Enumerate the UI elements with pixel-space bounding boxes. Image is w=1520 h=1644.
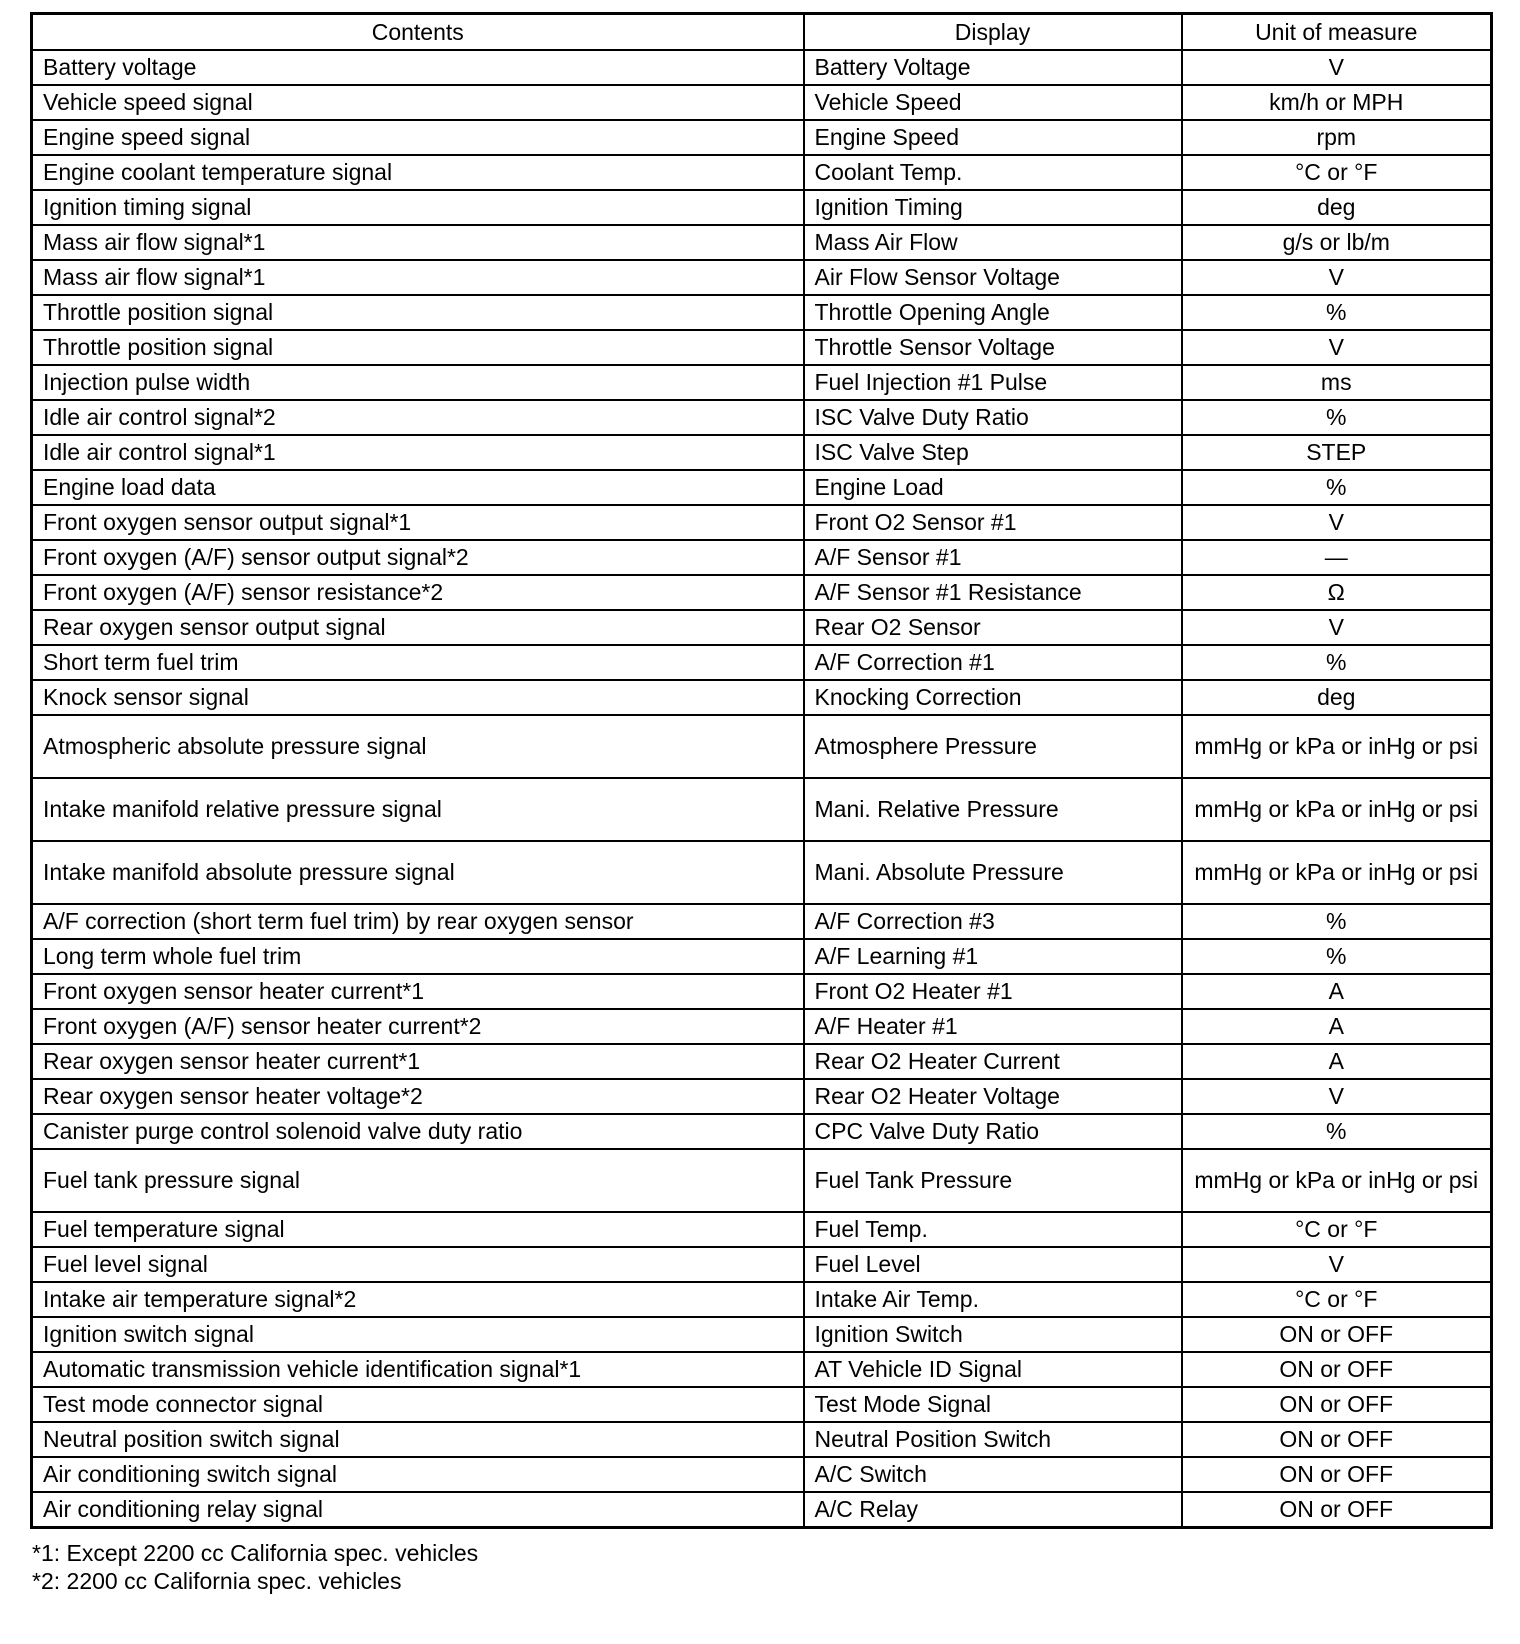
cell-unit: deg	[1182, 190, 1492, 225]
cell-contents: Throttle position signal	[32, 330, 804, 365]
cell-unit: mmHg or kPa or inHg or psi	[1182, 715, 1492, 778]
cell-unit: %	[1182, 295, 1492, 330]
cell-unit: A	[1182, 1044, 1492, 1079]
cell-unit: %	[1182, 904, 1492, 939]
cell-display: Atmosphere Pressure	[804, 715, 1182, 778]
cell-display: Mani. Relative Pressure	[804, 778, 1182, 841]
cell-display: Fuel Injection #1 Pulse	[804, 365, 1182, 400]
table-row	[32, 400, 1492, 435]
cell-unit: deg	[1182, 680, 1492, 715]
cell-contents: Short term fuel trim	[32, 645, 804, 680]
table-row	[32, 365, 1492, 400]
cell-display: Throttle Sensor Voltage	[804, 330, 1182, 365]
cell-contents: Battery voltage	[32, 50, 804, 85]
cell-unit: ms	[1182, 365, 1492, 400]
table-row	[32, 680, 1492, 715]
table-row	[32, 470, 1492, 505]
cell-display: A/F Learning #1	[804, 939, 1182, 974]
cell-display: A/F Sensor #1	[804, 540, 1182, 575]
cell-display: Rear O2 Heater Current	[804, 1044, 1182, 1079]
cell-unit: V	[1182, 260, 1492, 295]
cell-unit: ON or OFF	[1182, 1492, 1492, 1528]
cell-display: ISC Valve Duty Ratio	[804, 400, 1182, 435]
cell-unit: V	[1182, 1079, 1492, 1114]
cell-contents: Neutral position switch signal	[32, 1422, 804, 1457]
cell-display: Neutral Position Switch	[804, 1422, 1182, 1457]
footnotes	[30, 1539, 1490, 1595]
table-row	[32, 1212, 1492, 1247]
cell-unit: STEP	[1182, 435, 1492, 470]
table-row	[32, 1009, 1492, 1044]
cell-display: Front O2 Sensor #1	[804, 505, 1182, 540]
cell-display: A/C Switch	[804, 1457, 1182, 1492]
cell-contents: Front oxygen (A/F) sensor output signal*2	[32, 540, 804, 575]
table-row	[32, 1079, 1492, 1114]
table-row	[32, 610, 1492, 645]
cell-unit: A	[1182, 1009, 1492, 1044]
cell-display: Fuel Tank Pressure	[804, 1149, 1182, 1212]
cell-contents: Intake air temperature signal*2	[32, 1282, 804, 1317]
cell-contents: Air conditioning switch signal	[32, 1457, 804, 1492]
cell-display: Battery Voltage	[804, 50, 1182, 85]
cell-display: Rear O2 Sensor	[804, 610, 1182, 645]
table-header-row	[32, 14, 1492, 51]
table-row	[32, 939, 1492, 974]
cell-display: A/F Correction #3	[804, 904, 1182, 939]
cell-unit: V	[1182, 1247, 1492, 1282]
cell-display: Intake Air Temp.	[804, 1282, 1182, 1317]
table-row	[32, 190, 1492, 225]
cell-unit: V	[1182, 610, 1492, 645]
cell-contents: Ignition timing signal	[32, 190, 804, 225]
table-row	[32, 540, 1492, 575]
cell-unit: mmHg or kPa or inHg or psi	[1182, 841, 1492, 904]
cell-display: Engine Speed	[804, 120, 1182, 155]
cell-contents: Intake manifold relative pressure signal	[32, 778, 804, 841]
cell-unit: %	[1182, 1114, 1492, 1149]
cell-unit: ON or OFF	[1182, 1317, 1492, 1352]
cell-unit: g/s or lb/m	[1182, 225, 1492, 260]
cell-contents: Rear oxygen sensor output signal	[32, 610, 804, 645]
cell-contents: Automatic transmission vehicle identification signal*1	[32, 1352, 804, 1387]
cell-contents: Long term whole fuel trim	[32, 939, 804, 974]
cell-contents: Vehicle speed signal	[32, 85, 804, 120]
cell-display: CPC Valve Duty Ratio	[804, 1114, 1182, 1149]
cell-unit: ON or OFF	[1182, 1422, 1492, 1457]
table-row	[32, 1457, 1492, 1492]
cell-contents: Ignition switch signal	[32, 1317, 804, 1352]
table-row	[32, 505, 1492, 540]
cell-display: Throttle Opening Angle	[804, 295, 1182, 330]
cell-contents: Idle air control signal*2	[32, 400, 804, 435]
header-unit: Unit of measure	[1182, 14, 1492, 51]
cell-contents: Front oxygen (A/F) sensor resistance*2	[32, 575, 804, 610]
cell-display: ISC Valve Step	[804, 435, 1182, 470]
cell-unit: %	[1182, 470, 1492, 505]
cell-contents: Knock sensor signal	[32, 680, 804, 715]
cell-display: A/F Correction #1	[804, 645, 1182, 680]
parameter-table	[30, 12, 1493, 1529]
cell-contents: A/F correction (short term fuel trim) by rear oxygen sensor	[32, 904, 804, 939]
cell-unit: ON or OFF	[1182, 1457, 1492, 1492]
table-row	[32, 435, 1492, 470]
table-row	[32, 1387, 1492, 1422]
cell-unit: ON or OFF	[1182, 1387, 1492, 1422]
cell-display: Air Flow Sensor Voltage	[804, 260, 1182, 295]
cell-unit: °C or °F	[1182, 1212, 1492, 1247]
cell-contents: Mass air flow signal*1	[32, 260, 804, 295]
table-row	[32, 260, 1492, 295]
cell-display: A/F Heater #1	[804, 1009, 1182, 1044]
cell-display: Test Mode Signal	[804, 1387, 1182, 1422]
table-row	[32, 330, 1492, 365]
table-row	[32, 1114, 1492, 1149]
table-row	[32, 155, 1492, 190]
table-row	[32, 295, 1492, 330]
cell-unit: ON or OFF	[1182, 1352, 1492, 1387]
table-row	[32, 225, 1492, 260]
cell-display: Fuel Temp.	[804, 1212, 1182, 1247]
table-row	[32, 120, 1492, 155]
cell-unit: V	[1182, 330, 1492, 365]
header-contents: Contents	[32, 14, 804, 51]
cell-contents: Throttle position signal	[32, 295, 804, 330]
table-row	[32, 974, 1492, 1009]
cell-display: AT Vehicle ID Signal	[804, 1352, 1182, 1387]
table-row	[32, 841, 1492, 904]
cell-unit: Ω	[1182, 575, 1492, 610]
cell-contents: Fuel tank pressure signal	[32, 1149, 804, 1212]
cell-display: A/C Relay	[804, 1492, 1182, 1528]
table-row	[32, 50, 1492, 85]
table-row	[32, 904, 1492, 939]
cell-display: Coolant Temp.	[804, 155, 1182, 190]
cell-contents: Intake manifold absolute pressure signal	[32, 841, 804, 904]
data-table-document	[30, 12, 1490, 1595]
table-row	[32, 1492, 1492, 1528]
cell-unit: °C or °F	[1182, 155, 1492, 190]
cell-display: Knocking Correction	[804, 680, 1182, 715]
table-row	[32, 1422, 1492, 1457]
cell-contents: Engine load data	[32, 470, 804, 505]
cell-display: Mani. Absolute Pressure	[804, 841, 1182, 904]
cell-unit: %	[1182, 939, 1492, 974]
cell-unit: °C or °F	[1182, 1282, 1492, 1317]
footnote-1: *1: Except 2200 cc California spec. vehicles	[32, 1540, 479, 1566]
cell-contents: Atmospheric absolute pressure signal	[32, 715, 804, 778]
cell-display: Engine Load	[804, 470, 1182, 505]
table-row	[32, 1282, 1492, 1317]
cell-contents: Front oxygen sensor heater current*1	[32, 974, 804, 1009]
cell-display: Ignition Switch	[804, 1317, 1182, 1352]
cell-contents: Engine speed signal	[32, 120, 804, 155]
table-row	[32, 1352, 1492, 1387]
cell-unit: rpm	[1182, 120, 1492, 155]
cell-contents: Injection pulse width	[32, 365, 804, 400]
cell-display: Fuel Level	[804, 1247, 1182, 1282]
table-row	[32, 715, 1492, 778]
cell-contents: Fuel level signal	[32, 1247, 804, 1282]
table-row	[32, 645, 1492, 680]
cell-unit: km/h or MPH	[1182, 85, 1492, 120]
cell-contents: Front oxygen (A/F) sensor heater current*2	[32, 1009, 804, 1044]
cell-contents: Mass air flow signal*1	[32, 225, 804, 260]
cell-display: Front O2 Heater #1	[804, 974, 1182, 1009]
table-row	[32, 1149, 1492, 1212]
cell-contents: Test mode connector signal	[32, 1387, 804, 1422]
header-display: Display	[804, 14, 1182, 51]
table-row	[32, 1044, 1492, 1079]
cell-contents: Air conditioning relay signal	[32, 1492, 804, 1528]
cell-unit: V	[1182, 505, 1492, 540]
cell-display: Rear O2 Heater Voltage	[804, 1079, 1182, 1114]
cell-unit: V	[1182, 50, 1492, 85]
cell-contents: Rear oxygen sensor heater current*1	[32, 1044, 804, 1079]
cell-unit: %	[1182, 645, 1492, 680]
cell-contents: Engine coolant temperature signal	[32, 155, 804, 190]
cell-unit: %	[1182, 400, 1492, 435]
cell-contents: Front oxygen sensor output signal*1	[32, 505, 804, 540]
cell-contents: Idle air control signal*1	[32, 435, 804, 470]
cell-unit: A	[1182, 974, 1492, 1009]
table-row	[32, 778, 1492, 841]
table-row	[32, 575, 1492, 610]
cell-contents: Fuel temperature signal	[32, 1212, 804, 1247]
cell-unit: mmHg or kPa or inHg or psi	[1182, 778, 1492, 841]
cell-contents: Canister purge control solenoid valve duty ratio	[32, 1114, 804, 1149]
table-row	[32, 85, 1492, 120]
table-row	[32, 1247, 1492, 1282]
cell-display: Ignition Timing	[804, 190, 1182, 225]
cell-contents: Rear oxygen sensor heater voltage*2	[32, 1079, 804, 1114]
cell-display: Mass Air Flow	[804, 225, 1182, 260]
cell-display: A/F Sensor #1 Resistance	[804, 575, 1182, 610]
table-row	[32, 1317, 1492, 1352]
footnote-2: *2: 2200 cc California spec. vehicles	[32, 1568, 402, 1594]
cell-display: Vehicle Speed	[804, 85, 1182, 120]
cell-unit: —	[1182, 540, 1492, 575]
cell-unit: mmHg or kPa or inHg or psi	[1182, 1149, 1492, 1212]
